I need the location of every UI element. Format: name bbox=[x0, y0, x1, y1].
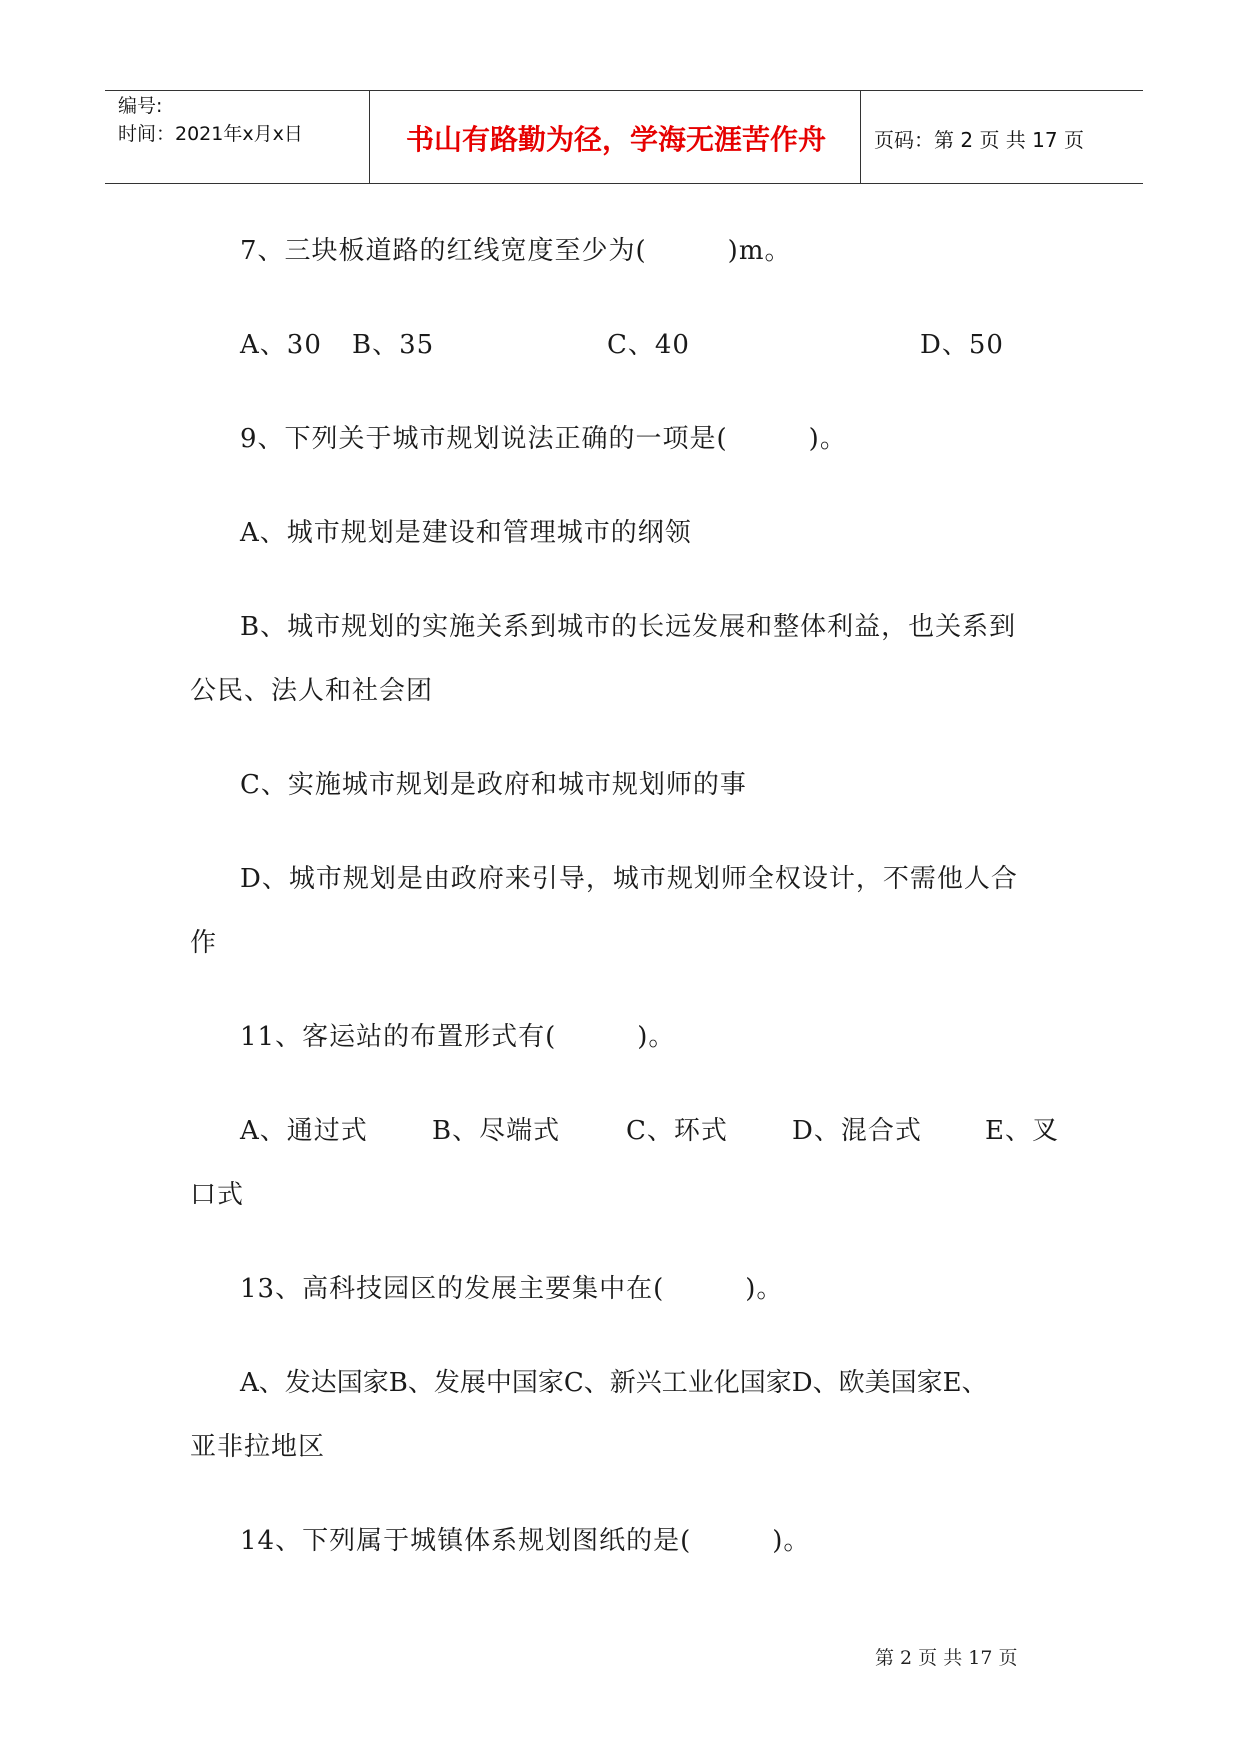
header-slogan: 书山有路勤为径，学海无涯苦作舟 bbox=[405, 123, 826, 156]
header-number-label: 编号: bbox=[118, 95, 163, 117]
q13-options-line1: A、发达国家B、发展中国家C、新兴工业化国家D、欧美国家E、 bbox=[240, 1368, 988, 1398]
q7-option-b: B、35 bbox=[352, 330, 435, 360]
q9-option-d-line1: D、城市规划是由政府来引导，城市规划师全权设计，不需他人合 bbox=[240, 864, 1018, 894]
header-divider-left bbox=[369, 90, 370, 184]
q9-option-c: C、实施城市规划是政府和城市规划师的事 bbox=[240, 770, 747, 800]
header-page-label: 页码：第 2 页 共 17 页 bbox=[874, 128, 1084, 152]
q11-option-c: C、环式 bbox=[626, 1116, 728, 1146]
header-bottom-rule bbox=[105, 183, 1143, 184]
q9-option-b-line1: B、城市规划的实施关系到城市的长远发展和整体利益，也关系到 bbox=[240, 612, 1017, 642]
question-13: 13、高科技园区的发展主要集中在( )。 bbox=[240, 1274, 784, 1304]
q9-option-b-line2: 公民、法人和社会团 bbox=[190, 676, 434, 706]
q7-option-a: A、30 bbox=[240, 330, 322, 360]
q9-option-a: A、城市规划是建设和管理城市的纲领 bbox=[240, 518, 692, 548]
question-14: 14、下列属于城镇体系规划图纸的是( )。 bbox=[240, 1526, 811, 1556]
q11-option-e-line2: 口式 bbox=[190, 1180, 245, 1210]
header-divider-right bbox=[860, 90, 861, 184]
q9-option-d-line2: 作 bbox=[190, 928, 218, 958]
header-meta bbox=[118, 92, 303, 148]
q11-option-d: D、混合式 bbox=[792, 1116, 922, 1146]
header-date-label: 时间：2021年x月x日 bbox=[118, 123, 303, 145]
question-7: 7、三块板道路的红线宽度至少为( )m。 bbox=[240, 236, 792, 266]
q11-option-b: B、尽端式 bbox=[432, 1116, 561, 1146]
q11-option-e: E、叉 bbox=[985, 1116, 1059, 1146]
question-11: 11、客运站的布置形式有( )。 bbox=[240, 1022, 676, 1052]
q11-option-a: A、通过式 bbox=[240, 1116, 368, 1146]
header-top-rule bbox=[105, 90, 1143, 91]
q13-options-line2: 亚非拉地区 bbox=[190, 1432, 326, 1462]
q7-option-d: D、50 bbox=[920, 330, 1004, 360]
footer-page-number: 第 2 页 共 17 页 bbox=[875, 1647, 1018, 1669]
q7-option-c: C、40 bbox=[607, 330, 690, 360]
question-9: 9、下列关于城市规划说法正确的一项是( )。 bbox=[240, 424, 847, 454]
